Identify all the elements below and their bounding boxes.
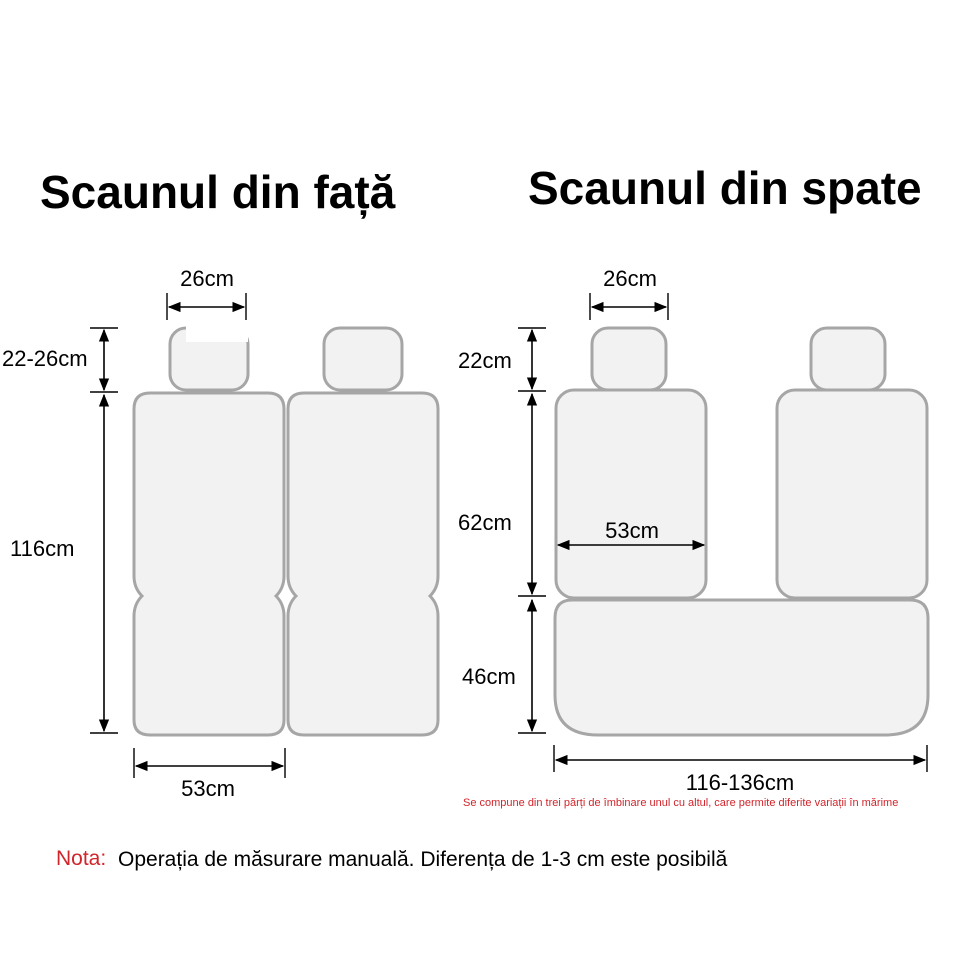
front-headrest-width-dimension <box>167 266 246 320</box>
rear-headrest-height-dimension <box>458 328 546 391</box>
rear-cushion-height-dimension <box>462 600 546 733</box>
rear-backrest-height-label: 62cm <box>458 510 512 535</box>
rear-assembly-note: Se compune din trei părți de îmbinare unul cu altul, care permite diferite variații în mărime <box>463 797 899 809</box>
rear-headrest-width-dimension <box>590 266 668 320</box>
rear-total-width-dimension <box>554 745 927 795</box>
front-seat-width-dimension <box>134 748 285 801</box>
front-total-height-label: 116cm <box>10 536 75 561</box>
rear-right-backrest <box>777 390 927 598</box>
front-right-headrest <box>324 328 402 390</box>
measurement-note <box>56 847 728 871</box>
rear-seat-title: Scaunul din spate <box>528 162 922 214</box>
rear-backrest-height-dimension <box>458 394 546 596</box>
rear-right-headrest <box>811 328 885 390</box>
rear-bench-cushion <box>555 600 928 735</box>
front-left-headrest-gap <box>186 320 248 342</box>
front-seat-left <box>134 320 284 735</box>
rear-total-width-label: 116-136cm <box>685 770 795 795</box>
rear-left-headrest <box>592 328 666 390</box>
front-headrest-height-label: 22-26cm <box>2 346 88 371</box>
front-right-seat-body <box>288 393 438 735</box>
rear-left-backrest <box>556 390 706 598</box>
front-headrest-height-dimension <box>2 328 118 392</box>
front-seat-right <box>288 328 438 735</box>
rear-headrest-height-label: 22cm <box>458 348 512 373</box>
front-seat-width-label: 53cm <box>181 776 235 801</box>
rear-backrest-width-label: 53cm <box>605 518 659 543</box>
rear-cushion-height-label: 46cm <box>462 664 516 689</box>
note-label: Nota: <box>56 847 107 870</box>
front-headrest-width-label: 26cm <box>180 266 234 291</box>
rear-headrest-width-label: 26cm <box>603 266 657 291</box>
front-seat-title: Scaunul din față <box>40 166 396 218</box>
front-left-seat-body <box>134 393 284 735</box>
note-text: Operația de măsurare manuală. Diferența de 1-3 cm este posibilă <box>118 848 728 871</box>
front-total-height-dimension <box>10 395 118 733</box>
